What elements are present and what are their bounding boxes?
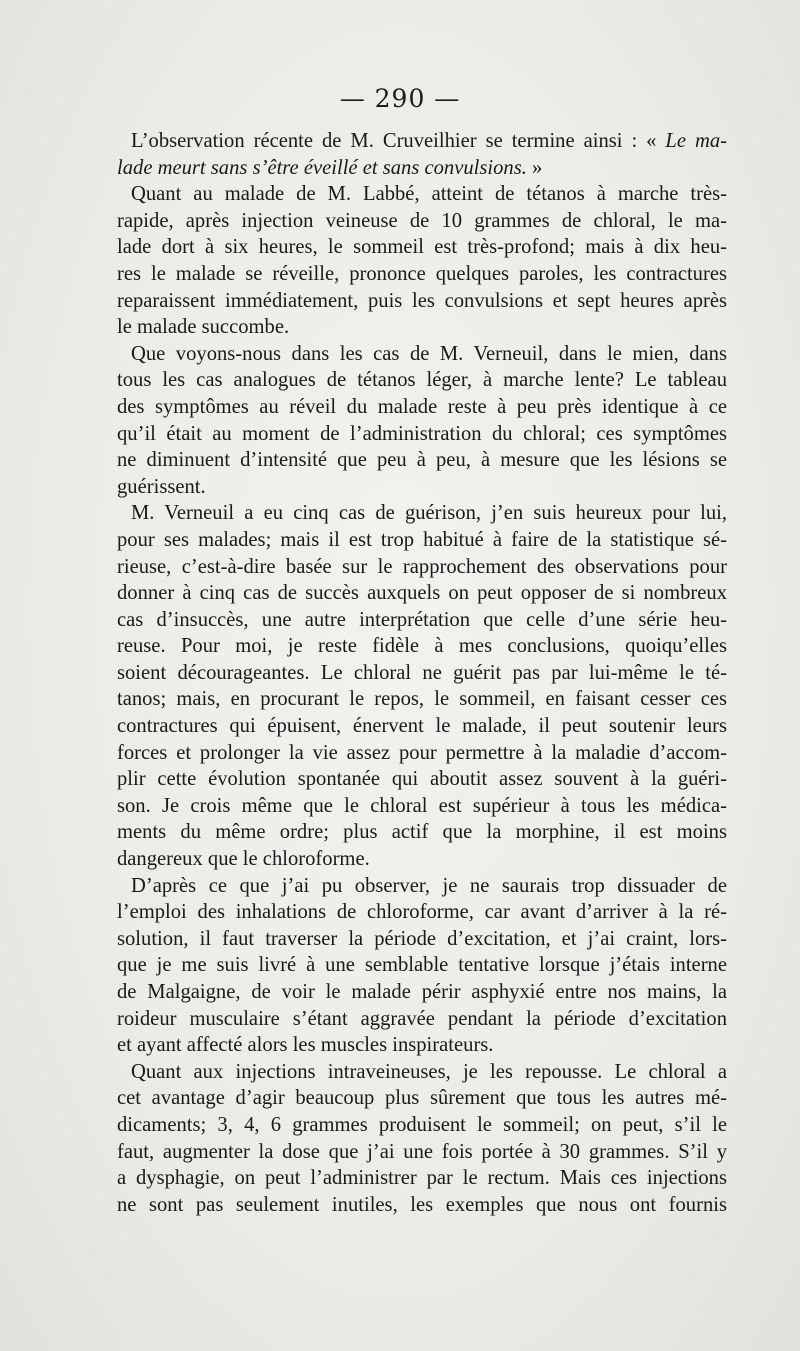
text-line bbox=[117, 926, 727, 953]
text-segment: Quant aux injections intraveineuses, je les repousse. Le chloral a bbox=[131, 1060, 727, 1083]
text-segment: plir cette évolution spontanée qui aboutit assez souvent à la guéri- bbox=[117, 768, 727, 791]
text-line bbox=[117, 261, 727, 288]
text-segment: M. Verneuil a eu cinq cas de guérison, j’en suis heureux pour lui, bbox=[131, 502, 727, 525]
text-line bbox=[117, 234, 727, 261]
text-segment: pour ses malades; mais il est trop habitué à faire de la statistique sé- bbox=[117, 528, 727, 551]
text-segment: tanos; mais, en procurant le repos, le sommeil, en faisant cesser ces bbox=[117, 688, 727, 711]
text-segment: Quant au malade de M. Labbé, atteint de tétanos à marche très- bbox=[131, 183, 727, 206]
text-line bbox=[117, 1032, 727, 1059]
text-segment: guérissent. bbox=[117, 475, 206, 498]
text-segment: son. Je crois même que le chloral est supérieur à tous les médica- bbox=[117, 794, 727, 817]
text-segment: ne sont pas seulement inutiles, les exemples que nous ont fournis bbox=[117, 1193, 727, 1216]
text-line bbox=[117, 686, 727, 713]
text-line bbox=[117, 633, 727, 660]
text-line bbox=[117, 1165, 727, 1192]
text-segment: D’après ce que j’ai pu observer, je ne saurais trop dissuader de bbox=[131, 874, 727, 897]
text-segment: des symptômes au réveil du malade reste à peu près identique à ce bbox=[117, 395, 727, 418]
text-segment: le malade succombe. bbox=[117, 316, 290, 339]
text-segment: reuse. Pour moi, je reste fidèle à mes conclusions, quoiqu’elles bbox=[117, 635, 727, 658]
text-line bbox=[117, 979, 727, 1006]
text-line bbox=[117, 208, 727, 235]
text-segment: donner à cinq cas de succès auxquels on peut opposer de si nombreux bbox=[117, 582, 727, 605]
text-line bbox=[117, 1006, 727, 1033]
text-line bbox=[117, 527, 727, 554]
text-segment: cas d’insuccès, une autre interprétation que celle d’une série heu- bbox=[117, 608, 727, 631]
text-line bbox=[117, 367, 727, 394]
text-line bbox=[117, 128, 727, 155]
text-segment: que je me suis livré à une semblable tentative lorsque j’étais interne bbox=[117, 954, 727, 977]
text-line bbox=[117, 873, 727, 900]
text-line bbox=[117, 500, 727, 527]
text-line bbox=[117, 447, 727, 474]
text-segment: ments du même ordre; plus actif que la morphine, il est moins bbox=[117, 821, 727, 844]
text-line bbox=[117, 554, 727, 581]
text-segment: lade dort à six heures, le sommeil est très-profond; mais à dix heu- bbox=[117, 236, 727, 259]
text-line bbox=[117, 474, 727, 501]
text-segment: reparaissent immédiatement, puis les convulsions et sept heures après bbox=[117, 289, 727, 312]
text-line bbox=[117, 899, 727, 926]
text-segment: rapide, après injection veineuse de 10 grammes de chloral, le ma- bbox=[117, 209, 727, 232]
text-segment: solution, il faut traverser la période d’excitation, et j’ai craint, lors- bbox=[117, 927, 727, 950]
text-segment: l’emploi des inhalations de chloroforme, car avant d’arriver à la ré- bbox=[117, 901, 727, 924]
page-number: — 290 — bbox=[339, 84, 461, 113]
text-line bbox=[117, 580, 727, 607]
text-segment: dicaments; 3, 4, 6 grammes produisent le sommeil; on peut, s’il le bbox=[117, 1113, 727, 1136]
italic-text-segment: lade meurt sans s’être éveillé et sans convulsions. bbox=[117, 156, 527, 179]
text-line bbox=[117, 1192, 727, 1219]
text-segment: roideur musculaire s’étant aggravée pendant la période d’excitation bbox=[117, 1007, 727, 1030]
text-segment: » bbox=[526, 156, 543, 179]
text-line bbox=[117, 421, 727, 448]
text-line bbox=[117, 288, 727, 315]
text-line bbox=[117, 1059, 727, 1086]
italic-text-segment: Le ma- bbox=[665, 130, 727, 152]
text-line bbox=[117, 660, 727, 687]
text-segment: dangereux que le chloroforme. bbox=[117, 848, 370, 871]
text-line bbox=[117, 1085, 727, 1112]
text-segment: a dysphagie, on peut l’administrer par le rectum. Mais ces injections bbox=[117, 1167, 727, 1190]
text-line bbox=[117, 314, 727, 341]
text-line bbox=[117, 155, 727, 182]
text-segment: res le malade se réveille, prononce quelques paroles, les contractures bbox=[117, 262, 727, 285]
text-line bbox=[117, 846, 727, 873]
text-segment: L’observation récente de M. Cruveilhier se termine ainsi : « bbox=[131, 130, 666, 152]
text-line bbox=[117, 952, 727, 979]
text-segment: tous les cas analogues de tétanos léger, à marche lente? Le tableau bbox=[117, 369, 727, 392]
text-line bbox=[117, 1112, 727, 1139]
text-line bbox=[117, 394, 727, 421]
text-line bbox=[117, 819, 727, 846]
text-segment: soient décourageantes. Le chloral ne guérit pas par lui-même le té- bbox=[117, 661, 727, 684]
body-text bbox=[117, 128, 727, 1218]
text-line bbox=[117, 740, 727, 767]
text-line bbox=[117, 607, 727, 634]
text-segment: faut, augmenter la dose que j’ai une fois portée à 30 grammes. S’il y bbox=[117, 1140, 727, 1163]
text-line bbox=[117, 766, 727, 793]
text-segment: de Malgaigne, de voir le malade périr asphyxié entre nos mains, la bbox=[117, 981, 727, 1003]
text-segment: qu’il était au moment de l’administration du chloral; ces symptômes bbox=[117, 422, 727, 445]
text-segment: forces et prolonger la vie assez pour permettre à la maladie d’accom- bbox=[117, 741, 727, 764]
text-line bbox=[117, 713, 727, 740]
text-segment: rieuse, c’est-à-dire basée sur le rapprochement des observations pour bbox=[117, 555, 727, 578]
text-line bbox=[117, 181, 727, 208]
text-line bbox=[117, 793, 727, 820]
text-segment: contractures qui épuisent, énervent le malade, il peut soutenir leurs bbox=[117, 715, 727, 738]
text-line bbox=[117, 341, 727, 368]
text-segment: ne diminuent d’intensité que peu à peu, à mesure que les lésions se bbox=[117, 449, 727, 472]
text-segment: cet avantage d’agir beaucoup plus sûrement que tous les autres mé- bbox=[117, 1087, 727, 1110]
text-segment: et ayant affecté alors les muscles inspirateurs. bbox=[117, 1034, 494, 1057]
text-segment: Que voyons-nous dans les cas de M. Verneuil, dans le mien, dans bbox=[131, 342, 727, 365]
text-line bbox=[117, 1139, 727, 1166]
